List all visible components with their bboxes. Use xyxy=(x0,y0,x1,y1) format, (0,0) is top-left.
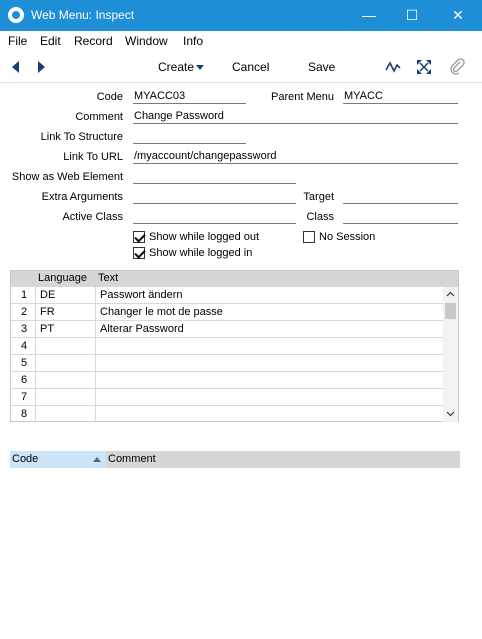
previous-record-icon[interactable] xyxy=(12,61,19,73)
comment-label: Comment xyxy=(75,111,123,123)
class-field[interactable] xyxy=(343,210,458,224)
link-to-structure-field[interactable] xyxy=(133,130,246,144)
table-row[interactable] xyxy=(11,304,443,321)
no-session-label: No Session xyxy=(319,231,376,243)
link-to-url-field[interactable]: /myaccount/changepassword xyxy=(133,150,458,164)
scroll-up-icon[interactable] xyxy=(446,290,455,299)
activity-icon[interactable] xyxy=(385,60,401,74)
scroll-up-arrow xyxy=(446,290,455,299)
text-cell[interactable]: Passwort ändern xyxy=(100,289,183,301)
grid-header-language: Language xyxy=(38,272,87,284)
row-number: 6 xyxy=(21,374,28,386)
row-number: 5 xyxy=(21,357,28,369)
menu-bar xyxy=(0,31,482,51)
code-column-header[interactable] xyxy=(10,451,106,468)
code-field[interactable]: MYACC03 xyxy=(133,90,246,104)
target-label: Target xyxy=(303,191,334,203)
close-button[interactable]: ✕ xyxy=(452,7,464,23)
scroll-down-icon[interactable] xyxy=(446,409,455,418)
show-while-logged-out-checkbox[interactable] xyxy=(133,231,145,243)
toolbar xyxy=(0,51,482,83)
language-cell[interactable]: PT xyxy=(40,323,55,335)
table-row[interactable] xyxy=(11,321,443,338)
extra-arguments-field[interactable] xyxy=(133,190,296,204)
scroll-thumb[interactable] xyxy=(445,303,456,319)
window-title: Web Menu: Inspect xyxy=(31,8,135,22)
menu-edit[interactable]: Edit xyxy=(40,34,61,48)
show-as-web-element-field[interactable] xyxy=(133,170,296,184)
save-button[interactable]: Save xyxy=(308,60,336,74)
next-record-icon[interactable] xyxy=(38,61,45,73)
row-number: 8 xyxy=(21,408,28,420)
show-while-logged-in-checkbox[interactable] xyxy=(133,247,145,259)
code-column-label: Code xyxy=(12,453,39,465)
row-number: 2 xyxy=(21,306,28,318)
code-label: Code xyxy=(96,91,123,103)
table-row[interactable] xyxy=(11,355,443,372)
attachment-icon[interactable] xyxy=(449,58,465,75)
active-class-field[interactable] xyxy=(133,210,296,224)
extra-arguments-label: Extra Arguments xyxy=(41,191,123,203)
link-to-url-label: Link To URL xyxy=(63,151,123,163)
list-header xyxy=(10,451,460,468)
sort-ascending-icon xyxy=(93,457,101,462)
column-divider xyxy=(35,287,36,422)
no-session-checkbox[interactable] xyxy=(303,231,315,243)
show-while-logged-out-label: Show while logged out xyxy=(149,231,260,243)
menu-record[interactable]: Record xyxy=(74,34,113,48)
column-divider xyxy=(95,287,96,422)
menu-file[interactable]: File xyxy=(8,34,28,48)
language-grid xyxy=(10,270,459,422)
active-class-label: Active Class xyxy=(62,211,123,223)
cancel-button[interactable]: Cancel xyxy=(232,60,270,74)
table-row[interactable] xyxy=(11,287,443,304)
row-number: 4 xyxy=(21,340,28,352)
expand-icon[interactable] xyxy=(416,59,432,75)
parent-menu-field[interactable]: MYACC xyxy=(343,90,458,104)
row-number: 3 xyxy=(21,323,28,335)
language-cell[interactable]: DE xyxy=(40,289,56,301)
create-button[interactable]: Create xyxy=(158,60,195,74)
text-cell[interactable]: Alterar Password xyxy=(100,323,184,335)
target-field[interactable] xyxy=(343,190,458,204)
table-row[interactable] xyxy=(11,338,443,355)
parent-menu-label: Parent Menu xyxy=(271,91,334,103)
row-number: 7 xyxy=(21,391,28,403)
table-row[interactable] xyxy=(11,389,443,406)
menu-info[interactable]: Info xyxy=(183,34,204,48)
menu-window[interactable]: Window xyxy=(125,34,168,48)
language-cell[interactable]: FR xyxy=(40,306,55,318)
maximize-button[interactable]: ☐ xyxy=(405,7,419,23)
grid-header-text: Text xyxy=(98,272,119,284)
show-while-logged-in-label: Show while logged in xyxy=(149,247,253,259)
title-bar xyxy=(0,0,482,31)
class-label: Class xyxy=(306,211,334,223)
table-row[interactable] xyxy=(11,372,443,389)
comment-column-header[interactable]: Comment xyxy=(108,453,156,465)
app-icon xyxy=(8,7,24,23)
minimize-button[interactable]: — xyxy=(362,7,376,23)
grid-scrollbar[interactable] xyxy=(443,287,458,422)
row-number: 1 xyxy=(21,289,28,301)
show-as-web-element-label: Show as Web Element xyxy=(11,171,123,183)
link-to-structure-label: Link To Structure xyxy=(40,131,123,143)
text-cell[interactable]: Changer le mot de passe xyxy=(100,306,223,318)
comment-field[interactable]: Change Password xyxy=(133,110,458,124)
grid-header xyxy=(11,271,458,287)
scroll-down-arrow xyxy=(446,409,455,418)
create-dropdown-icon[interactable] xyxy=(196,65,204,70)
table-row[interactable] xyxy=(11,406,443,423)
